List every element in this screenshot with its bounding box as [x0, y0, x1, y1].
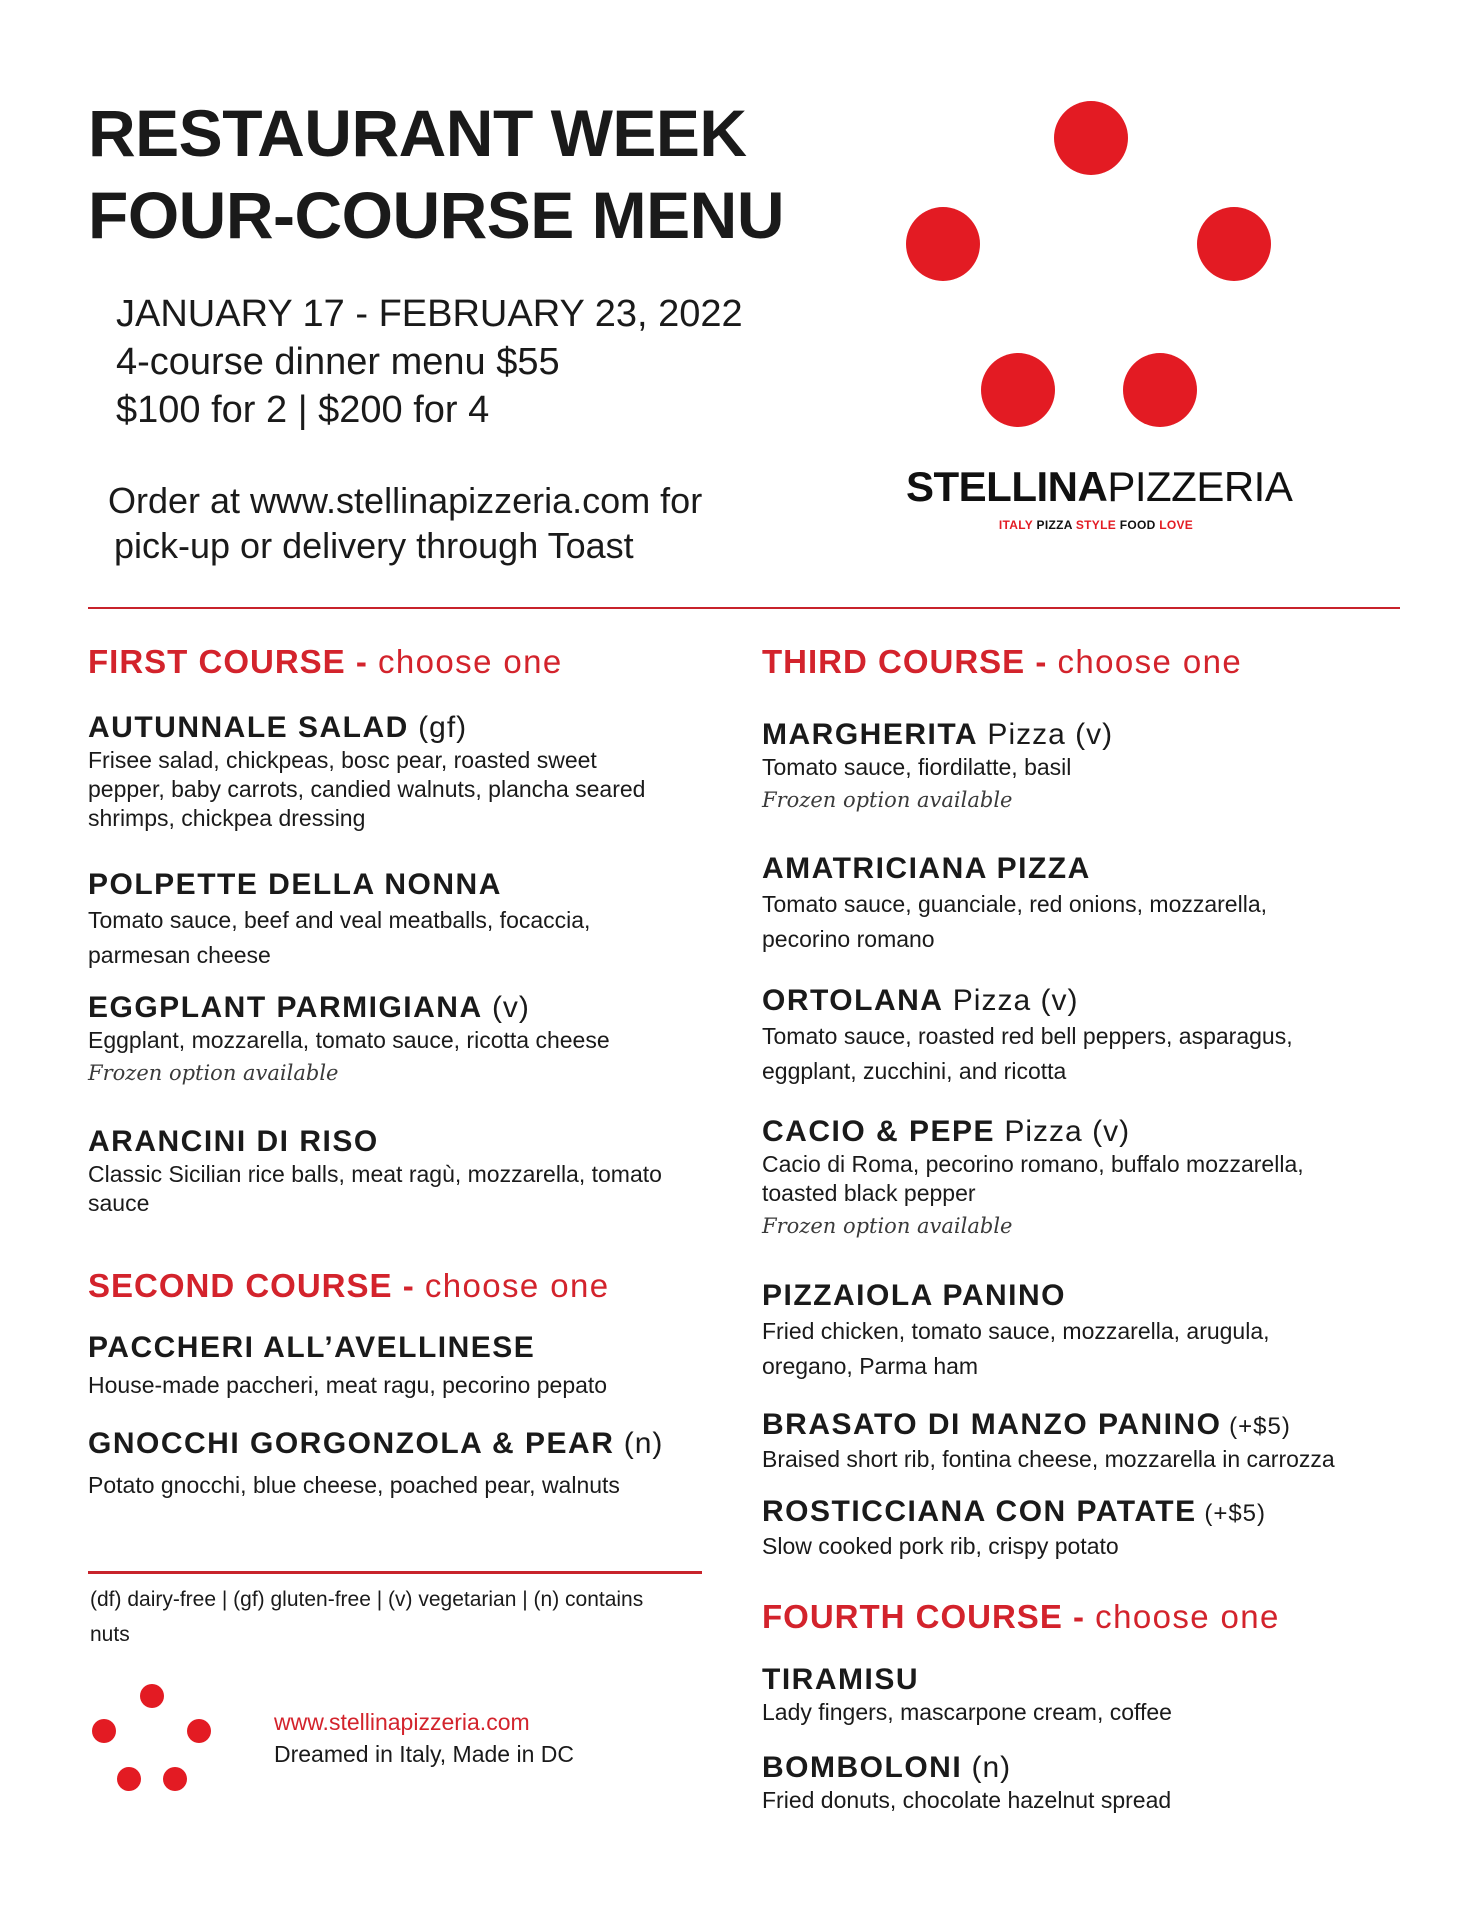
- menu-item: [88, 1330, 607, 1404]
- item-description: Slow cooked pork rib, crispy potato: [762, 1533, 1119, 1559]
- item-description: Potato gnocchi, blue cheese, poached pear, walnuts: [88, 1472, 620, 1498]
- course-title: THIRD COURSE -: [762, 643, 1058, 680]
- item-description: eggplant, zucchini, and ricotta: [762, 1058, 1067, 1084]
- item-name: BOMBOLONI: [762, 1751, 963, 1784]
- legend-line: nuts: [90, 1623, 130, 1646]
- footer-tagline: Dreamed in Italy, Made in DC: [274, 1741, 574, 1767]
- legend-divider: [88, 1571, 702, 1574]
- brand-name-bold: STELLINA: [906, 463, 1108, 510]
- menu-item: [762, 1494, 1266, 1561]
- item-name: ROSTICCIANA CON PATATE: [762, 1495, 1197, 1528]
- footer-logo-dot: [187, 1719, 211, 1743]
- item-suffix: (+$5): [1196, 1500, 1267, 1527]
- item-name: ARANCINI DI RISO: [88, 1125, 379, 1158]
- event-info: [116, 290, 743, 434]
- event-dates: JANUARY 17 - FEBRUARY 23, 2022: [116, 293, 743, 335]
- item-name: GNOCCHI GORGONZOLA & PEAR: [88, 1427, 615, 1460]
- second-course-heading: [88, 1266, 610, 1306]
- menu-item: [88, 1124, 662, 1218]
- footer-logo-dot: [92, 1719, 116, 1743]
- item-name: MARGHERITA: [762, 718, 979, 751]
- item-name: CACIO & PEPE: [762, 1115, 996, 1148]
- menu-item: [762, 717, 1113, 818]
- logo-dot: [1054, 101, 1128, 175]
- item-suffix: Pizza (v): [978, 718, 1114, 751]
- tagline-word: STYLE: [1075, 518, 1120, 532]
- tagline-word: FOOD: [1119, 518, 1160, 532]
- menu-item: [88, 867, 590, 973]
- frozen-note: Frozen option available: [762, 1214, 1013, 1238]
- item-suffix: Pizza (v): [995, 1115, 1131, 1148]
- menu-item: [762, 983, 1293, 1089]
- item-suffix: (+$5): [1221, 1413, 1291, 1440]
- course-choose: choose one: [1095, 1598, 1280, 1635]
- item-description: Tomato sauce, beef and veal meatballs, focaccia,: [88, 907, 591, 933]
- item-description: oregano, Parma ham: [762, 1353, 979, 1379]
- legend-line: (df) dairy-free | (gf) gluten-free | (v) vegetarian | (n) contains: [90, 1588, 644, 1611]
- fourth-course-heading: [762, 1597, 1280, 1637]
- menu-item: [88, 710, 645, 833]
- item-suffix: (gf): [408, 711, 468, 744]
- item-description: Cacio di Roma, pecorino romano, buffalo mozzarella,: [762, 1151, 1304, 1177]
- logo-dot: [981, 353, 1055, 427]
- item-suffix: (v): [482, 991, 530, 1024]
- item-description: shrimps, chickpea dressing: [88, 805, 366, 831]
- order-line-1: Order at www.stellinapizzeria.com for: [108, 480, 703, 521]
- frozen-note: Frozen option available: [762, 788, 1013, 812]
- item-description: Frisee salad, chickpeas, bosc pear, roasted sweet: [88, 747, 597, 773]
- item-description: House-made paccheri, meat ragu, pecorino pepato: [88, 1372, 608, 1398]
- tagline-word: ITALY: [998, 518, 1037, 532]
- order-info: [108, 478, 702, 568]
- tagline-word: PIZZA: [1036, 518, 1076, 532]
- item-description: Tomato sauce, fiordilatte, basil: [762, 754, 1072, 780]
- footer-logo-dot: [140, 1684, 164, 1708]
- item-suffix: (n): [614, 1427, 664, 1460]
- brand-tagline: [906, 518, 1286, 532]
- item-description: toasted black pepper: [762, 1180, 976, 1206]
- footer-logo-dot: [117, 1767, 141, 1791]
- course-choose: choose one: [424, 1267, 610, 1304]
- page-title: [88, 92, 784, 256]
- course-title: SECOND COURSE -: [88, 1267, 425, 1304]
- dietary-legend: [90, 1582, 730, 1652]
- item-description: sauce: [88, 1190, 150, 1216]
- item-name: AMATRICIANA PIZZA: [762, 852, 1091, 885]
- item-name: POLPETTE DELLA NONNA: [88, 868, 502, 901]
- brand-name: [906, 462, 1293, 512]
- header-divider: [88, 607, 1400, 609]
- item-name: ORTOLANA: [762, 984, 944, 1017]
- item-name: BRASATO DI MANZO PANINO: [762, 1408, 1222, 1441]
- item-name: TIRAMISU: [762, 1663, 919, 1696]
- course-choose: choose one: [1057, 643, 1243, 680]
- title-line-1: RESTAURANT WEEK: [88, 96, 747, 170]
- brand-logo: [906, 462, 1293, 532]
- order-line-2: pick-up or delivery through Toast: [114, 525, 634, 566]
- first-course-heading: [88, 642, 563, 682]
- item-description: pecorino romano: [762, 926, 935, 952]
- menu-item: [762, 851, 1267, 957]
- item-description: pepper, baby carrots, candied walnuts, plancha seared: [88, 776, 646, 802]
- course-title: FIRST COURSE -: [88, 643, 379, 680]
- price-line: 4-course dinner menu $55: [116, 341, 560, 383]
- item-suffix: (n): [962, 1751, 1012, 1784]
- menu-item: [762, 1278, 1270, 1384]
- menu-item: [88, 1426, 663, 1508]
- item-name: PACCHERI ALL’AVELLINESE: [88, 1331, 536, 1364]
- item-description: Lady fingers, mascarpone cream, coffee: [762, 1699, 1172, 1725]
- item-name: AUTUNNALE SALAD: [88, 711, 409, 744]
- item-name: PIZZAIOLA PANINO: [762, 1279, 1066, 1312]
- menu-item: [88, 990, 610, 1091]
- brand-name-light: PIZZERIA: [1107, 463, 1293, 510]
- footer-logo-dot: [163, 1767, 187, 1791]
- menu-item: [762, 1662, 1172, 1727]
- item-description: Classic Sicilian rice balls, meat ragù, mozzarella, tomato: [88, 1161, 662, 1187]
- menu-item: [762, 1407, 1335, 1474]
- logo-dot: [1197, 207, 1271, 281]
- item-description: parmesan cheese: [88, 942, 271, 968]
- menu-item: [762, 1750, 1171, 1815]
- item-suffix: Pizza (v): [943, 984, 1079, 1017]
- menu-item: [762, 1114, 1304, 1244]
- tagline-word: LOVE: [1159, 518, 1194, 532]
- item-name: EGGPLANT PARMIGIANA: [88, 991, 483, 1024]
- title-line-2: FOUR-COURSE MENU: [88, 178, 784, 252]
- third-course-heading: [762, 642, 1242, 682]
- logo-dot: [906, 207, 980, 281]
- item-description: Fried chicken, tomato sauce, mozzarella, arugula,: [762, 1318, 1270, 1344]
- frozen-note: Frozen option available: [88, 1061, 339, 1085]
- item-description: Eggplant, mozzarella, tomato sauce, ricotta cheese: [88, 1027, 610, 1053]
- item-description: Braised short rib, fontina cheese, mozzarella in carrozza: [762, 1446, 1335, 1472]
- item-description: Tomato sauce, guanciale, red onions, mozzarella,: [762, 891, 1268, 917]
- footer-url[interactable]: www.stellinapizzeria.com: [274, 1709, 530, 1735]
- group-price-line: $100 for 2 | $200 for 4: [116, 389, 490, 431]
- item-description: Tomato sauce, roasted red bell peppers, asparagus,: [762, 1023, 1293, 1049]
- course-title: FOURTH COURSE -: [762, 1598, 1096, 1635]
- item-description: Fried donuts, chocolate hazelnut spread: [762, 1787, 1172, 1813]
- course-choose: choose one: [378, 643, 563, 680]
- logo-dot: [1123, 353, 1197, 427]
